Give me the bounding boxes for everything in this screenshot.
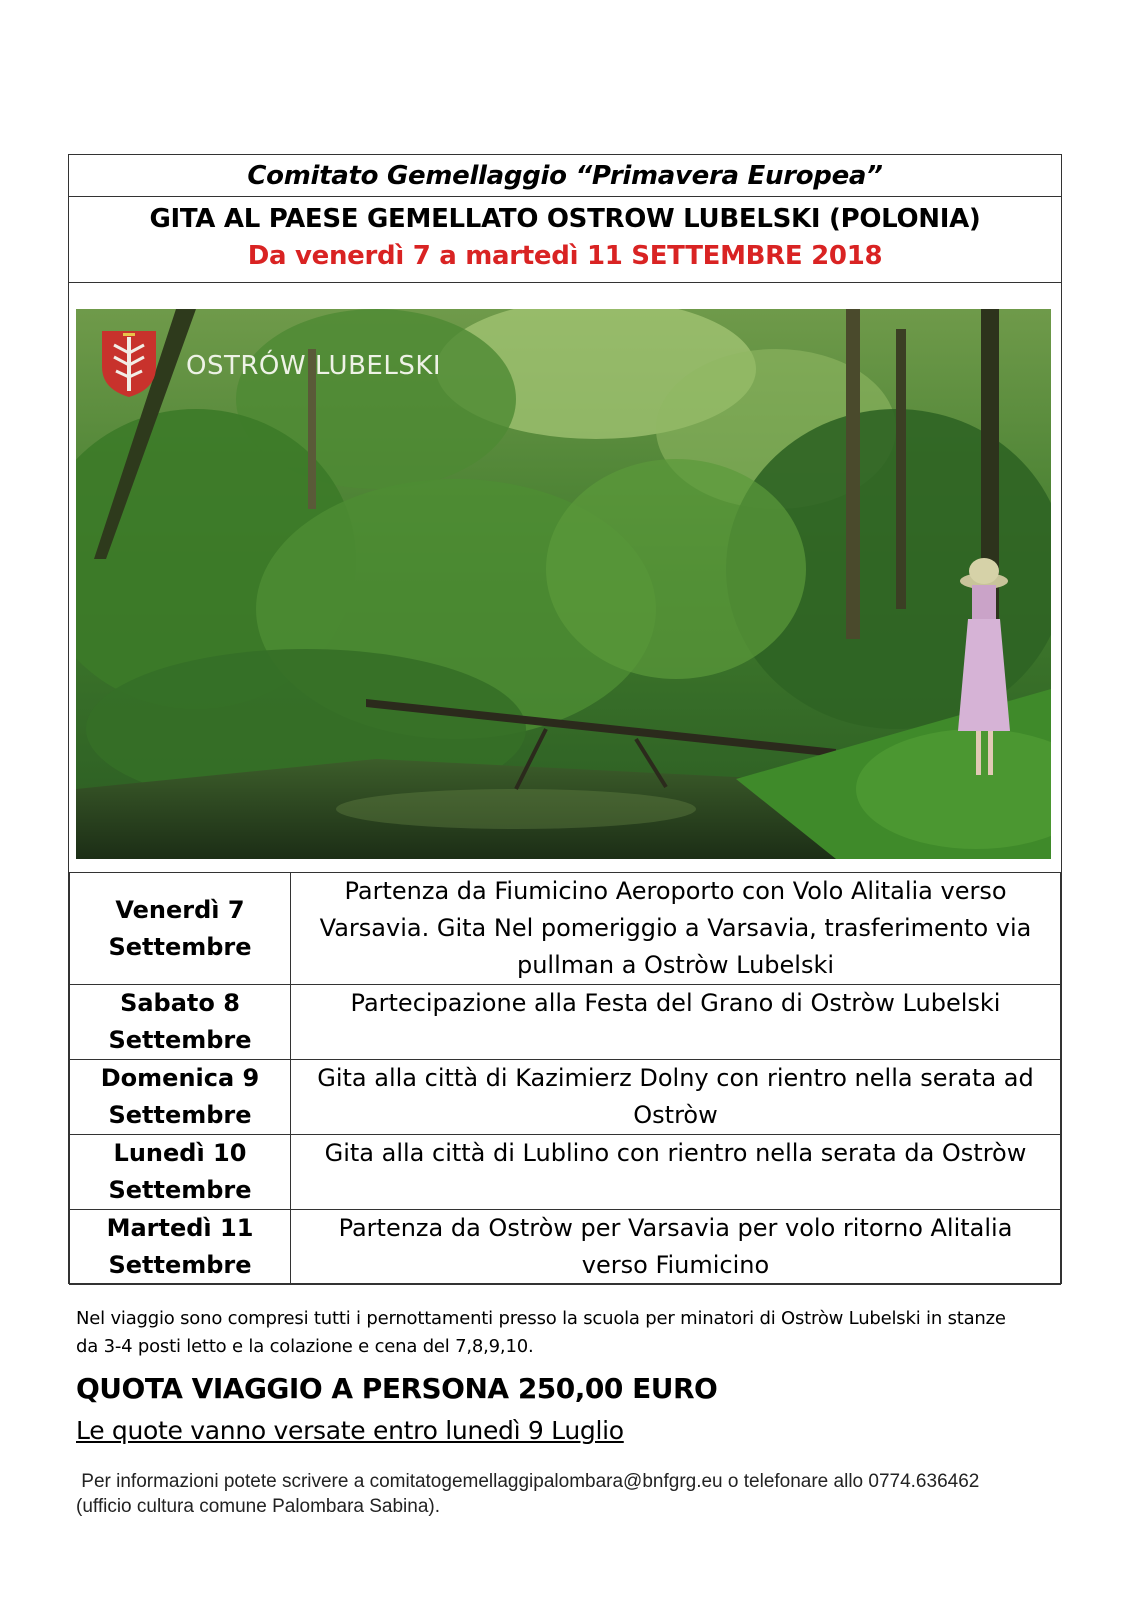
trip-title: GITA AL PAESE GEMELLATO OSTROW LUBELSKI (POLONIA) <box>149 204 981 234</box>
month-label: Settembre <box>108 1176 252 1204</box>
flyer-frame <box>68 154 1062 1284</box>
note-line: Nel viaggio sono compresi tutti i pernottamenti presso la scuola per minatori di Ostròw Lubelski in stanze <box>76 1308 1006 1329</box>
day-label: Lunedì 10 <box>113 1139 247 1167</box>
month-label: Settembre <box>108 932 252 961</box>
day-cell <box>70 985 291 1060</box>
table-row <box>70 1060 1061 1135</box>
note-line: da 3-4 posti letto e la colazione e cena del 7,8,9,10. <box>76 1336 534 1357</box>
contact-info <box>76 1469 1066 1519</box>
month-label: Settembre <box>108 1101 252 1129</box>
day-cell <box>70 1060 291 1135</box>
activity-cell <box>291 1135 1061 1210</box>
activity-line: Gita alla città di Lublino con rientro nella serata da Ostròw <box>324 1139 1027 1167</box>
activity-cell <box>291 873 1061 985</box>
day-cell <box>70 1210 291 1285</box>
price-heading: QUOTA VIAGGIO A PERSONA 250,00 EURO <box>76 1372 718 1405</box>
payment-deadline: Le quote vanno versate entro lunedì 9 Luglio <box>76 1416 624 1445</box>
day-cell <box>70 873 291 985</box>
table-row <box>70 1210 1061 1285</box>
included-note <box>76 1305 1066 1361</box>
day-label: Sabato 8 <box>120 989 240 1017</box>
activity-line: verso Fiumicino <box>581 1251 770 1279</box>
forest-river-photo <box>76 309 1070 869</box>
day-cell <box>70 1135 291 1210</box>
table-row <box>70 873 1061 985</box>
title-row <box>69 197 1061 283</box>
table-row <box>70 1135 1061 1210</box>
day-label: Venerdì 7 <box>115 895 245 924</box>
activity-line: pullman a Ostròw Lubelski <box>516 951 835 979</box>
activity-line: Partecipazione alla Festa del Grano di Ostròw Lubelski <box>350 989 1001 1017</box>
itinerary-table <box>69 872 1061 1285</box>
activity-line: Varsavia. Gita Nel pomeriggio a Varsavia, trasferimento via <box>319 914 1032 942</box>
activity-line: Ostròw <box>633 1101 718 1129</box>
committee-name: Comitato Gemellaggio “Primavera Europea” <box>247 161 883 191</box>
committee-row <box>69 155 1061 197</box>
month-label: Settembre <box>108 1026 252 1054</box>
activity-cell <box>291 1210 1061 1285</box>
activity-cell <box>291 1060 1061 1135</box>
logo-text: OSTRÓW LUBELSKI <box>186 351 442 381</box>
activity-line: Gita alla città di Kazimierz Dolny con rientro nella serata ad <box>317 1064 1034 1092</box>
day-label: Domenica 9 <box>100 1064 260 1092</box>
contact-line: (ufficio cultura comune Palombara Sabina). <box>76 1496 441 1517</box>
activity-line: Partenza da Ostròw per Varsavia per volo ritorno Alitalia <box>338 1214 1013 1242</box>
day-label: Martedì 11 <box>106 1214 254 1242</box>
activity-line: Partenza da Fiumicino Aeroporto con Volo Alitalia verso <box>344 877 1007 905</box>
table-row <box>70 985 1061 1060</box>
contact-line: Per informazioni potete scrivere a comitatogemellaggipalombara@bnfgrg.eu o telefonare allo 0774.636462 <box>76 1471 980 1492</box>
month-label: Settembre <box>108 1251 252 1279</box>
trip-dates: Da venerdì 7 a martedì 11 SETTEMBRE 2018 <box>247 241 883 271</box>
activity-cell <box>291 985 1061 1060</box>
